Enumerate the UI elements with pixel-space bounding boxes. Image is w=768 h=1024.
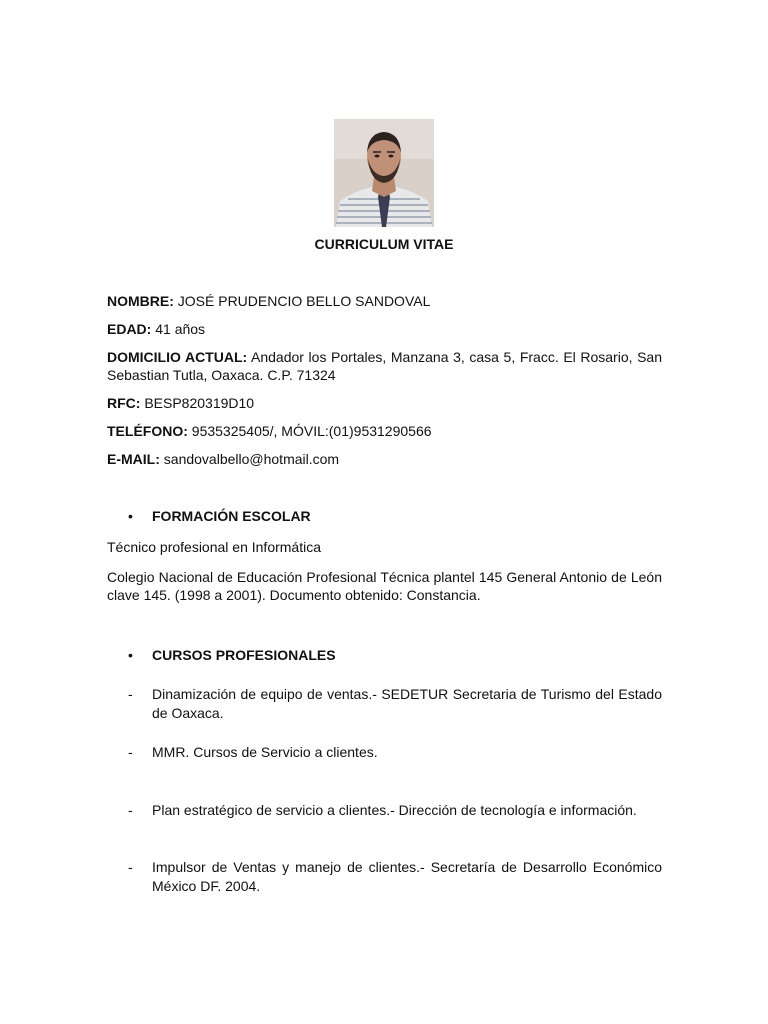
dash-marker: - bbox=[128, 802, 133, 818]
edad-label: EDAD: bbox=[107, 321, 152, 337]
domicilio-value: Andador los Portales, Manzana 3, casa 5, Fracc. El Rosario, San Sebastian Tutla, Oaxaca. C.P. 71324 bbox=[107, 349, 663, 383]
telefono-label: TELÉFONO: bbox=[107, 423, 188, 439]
curso-text: Plan estratégico de servicio a clientes.- Dirección de tecnología e información. bbox=[152, 802, 637, 818]
edad-field bbox=[107, 320, 662, 338]
email-field bbox=[107, 450, 662, 468]
dash-marker: - bbox=[128, 859, 133, 875]
bullet-icon: • bbox=[128, 508, 133, 524]
formacion-line-1: Técnico profesional en Informática bbox=[107, 539, 321, 555]
curso-text: MMR. Cursos de Servicio a clientes. bbox=[152, 744, 378, 760]
curso-item bbox=[128, 801, 662, 820]
telefono-value: 9535325405/, MÓVIL:(01)9531290566 bbox=[187, 423, 432, 439]
curso-text: Impulsor de Ventas y manejo de clientes.- Secretaría de Desarrollo Económico México DF. 2004. bbox=[152, 859, 662, 894]
curso-item bbox=[128, 743, 662, 762]
dash-marker: - bbox=[128, 686, 133, 702]
formacion-heading-text: FORMACIÓN ESCOLAR bbox=[152, 508, 311, 524]
telefono-field bbox=[107, 422, 662, 440]
cursos-heading-text: CURSOS PROFESIONALES bbox=[152, 647, 336, 663]
formacion-heading bbox=[128, 508, 311, 524]
email-value: sandovalbello@hotmail.com bbox=[159, 451, 340, 467]
curso-item bbox=[128, 685, 662, 723]
rfc-label: RFC: bbox=[107, 395, 141, 411]
nombre-label: NOMBRE: bbox=[107, 293, 174, 309]
rfc-field bbox=[107, 394, 662, 412]
bullet-icon: • bbox=[128, 647, 133, 663]
profile-photo bbox=[334, 119, 434, 227]
dash-marker: - bbox=[128, 744, 133, 760]
nombre-field bbox=[107, 292, 662, 310]
domicilio-field bbox=[107, 348, 662, 384]
curso-item bbox=[128, 858, 662, 896]
rfc-value: BESP820319D10 bbox=[140, 395, 255, 411]
domicilio-label: DOMICILIO ACTUAL: bbox=[107, 349, 248, 365]
email-label: E-MAIL: bbox=[107, 451, 160, 467]
curso-text: Dinamización de equipo de ventas.- SEDETUR Secretaria de Turismo del Estado de Oaxaca. bbox=[152, 686, 662, 721]
edad-value: 41 años bbox=[151, 321, 206, 337]
cursos-heading bbox=[128, 647, 336, 663]
document-title: CURRICULUM VITAE bbox=[314, 236, 454, 252]
nombre-value: JOSÉ PRUDENCIO BELLO SANDOVAL bbox=[173, 293, 431, 309]
formacion-line-2: Colegio Nacional de Educación Profesional Técnica plantel 145 General Antonio de León clave 145. (1998 a 2001). Documento obtenido: Constancia. bbox=[107, 569, 662, 603]
